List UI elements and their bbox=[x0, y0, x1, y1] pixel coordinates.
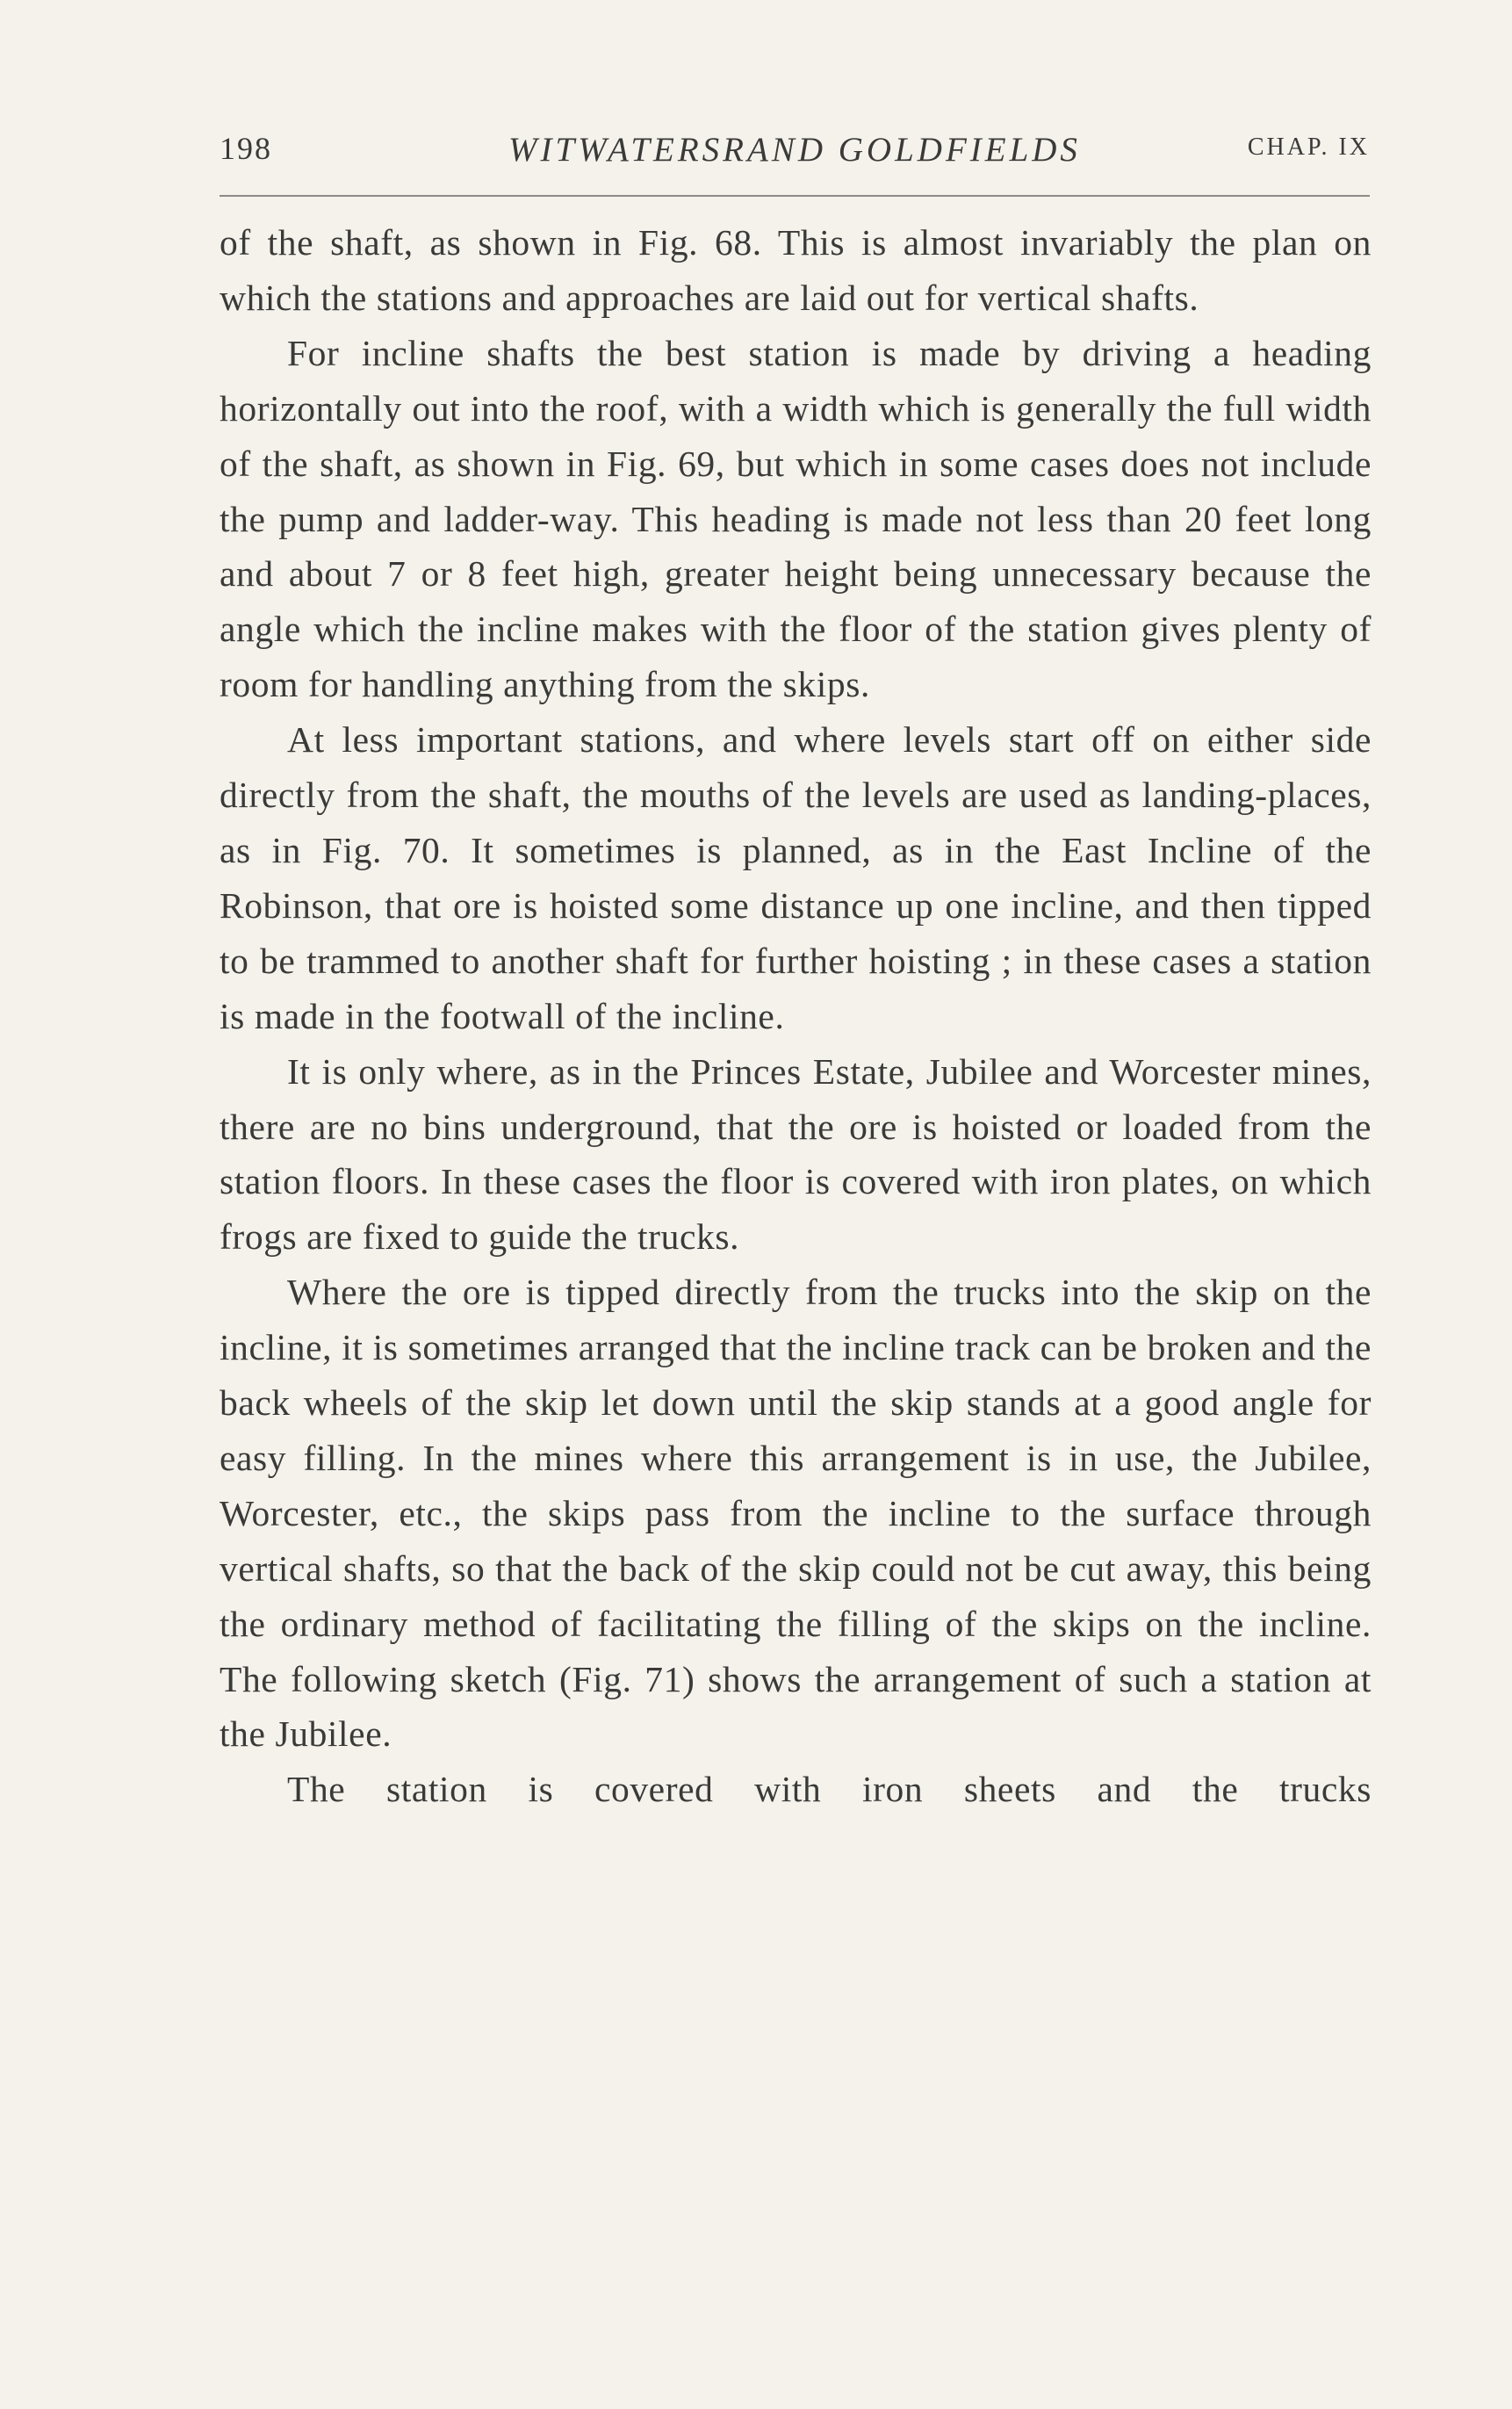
running-title: WITWATERSRAND GOLDFIELDS bbox=[508, 131, 1081, 169]
paragraph-6: The station is covered with iron sheets and the trucks bbox=[287, 1769, 1372, 1810]
body-text bbox=[220, 215, 1372, 1817]
paragraph-2: For incline shafts the best station is made by driving a heading horizontally out into the roof, with a width which is generally the full width of the shaft, as shown in Fig. 69, but which in some cases does not include the pump and ladder-way. This heading is made not less than 20 feet long and about 7 or 8 feet high, greater height being unnecessary because the angle which the incline makes with the floor of the station gives plenty of room for handling anything from the skips. bbox=[220, 332, 1372, 705]
paragraph-4: It is only where, as in the Princes Estate, Jubilee and Worcester mines, there are no bins underground, that the ore is hoisted or loaded from the station floors. In these cases the floor is covered with iron plates, on which frogs are fixed to guide the trucks. bbox=[220, 1050, 1372, 1258]
running-header bbox=[220, 130, 1370, 172]
chapter-label: CHAP. IX bbox=[1247, 133, 1370, 161]
paragraph-3: At less important stations, and where levels start off on either side directly from the shaft, the mouths of the levels are used as landing-places, as in Fig. 70. It sometimes is planned, as in the East Incline of the Robinson, that ore is hoisted some distance up one incline, and then tipped to be trammed to another shaft for further hoisting ; in these cases a station is made in the footwall of the incline. bbox=[220, 719, 1372, 1036]
header-rule bbox=[220, 195, 1370, 197]
paragraph-5: Where the ore is tipped directly from the trucks into the skip on the incline, it is sometimes arranged that the incline track can be broken and the back wheels of the skip let down until the skip stands at a good angle for easy filling. In the mines where this arrangement is in use, the Jubilee, Worcester, etc., the skips pass from the incline to the surface through vertical shafts, so that the back of the skip could not be cut away, this being the ordinary method of facilitating the filling of the skips on the incline. The following sketch (Fig. 71) shows the arrangement of such a station at the Jubilee. bbox=[220, 1272, 1372, 1755]
paragraph-1: of the shaft, as shown in Fig. 68. This is almost invariably the plan on which the stations and approaches are laid out for vertical shafts. bbox=[220, 222, 1372, 318]
page-number: 198 bbox=[220, 131, 272, 166]
